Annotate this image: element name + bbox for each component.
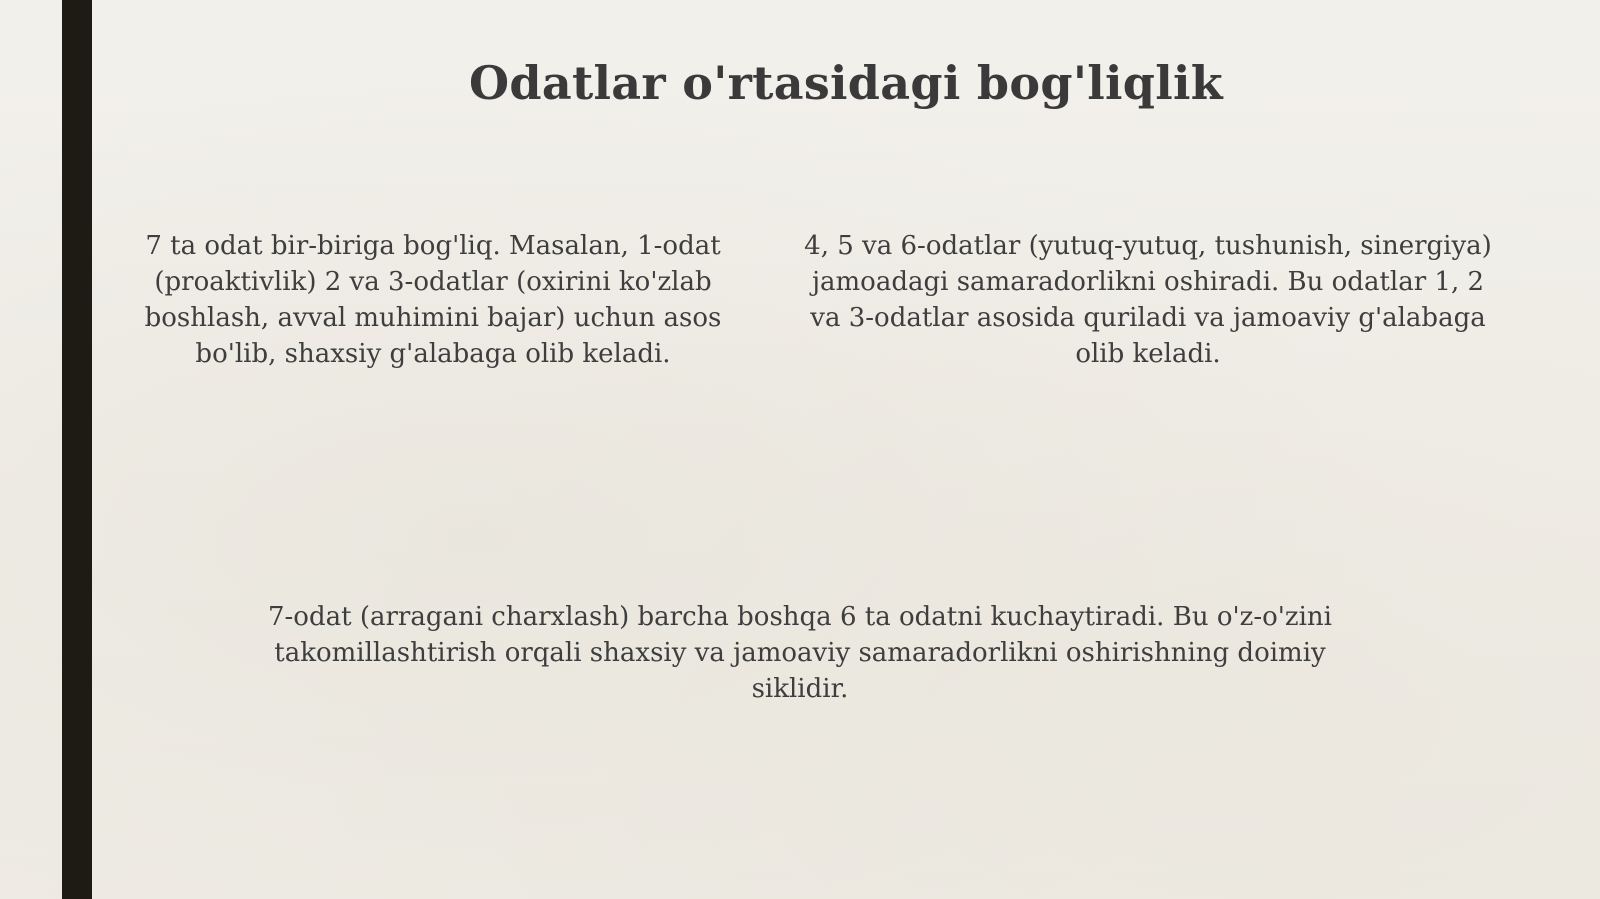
paragraph-bottom: 7-odat (arragani charxlash) barcha boshqa 6 ta odatni kuchaytiradi. Bu o'z-o'zini takomillashtirish orqali shaxsiy va jamoaviy samaradorlikni oshirishning doimiy siklidir. — [267, 602, 1332, 704]
accent-side-bar — [62, 0, 92, 899]
slide-title: Odatlar o'rtasidagi bog'liqlik — [469, 56, 1223, 110]
paragraph-right: 4, 5 va 6-odatlar (yutuq-yutuq, tushunish, sinergiya) jamoadagi samaradorlikni oshiradi. Bu odatlar 1, 2 va 3-odatlar asosida quriladi va jamoaviy g'alabaga olib keladi. — [804, 231, 1492, 369]
paragraph-left: 7 ta odat bir-biriga bog'liq. Masalan, 1-odat (proaktivlik) 2 va 3-odatlar (oxirini ko'zlab boshlash, avval muhimini bajar) uchun asos bo'lib, shaxsiy g'alabaga olib keladi. — [144, 231, 722, 369]
